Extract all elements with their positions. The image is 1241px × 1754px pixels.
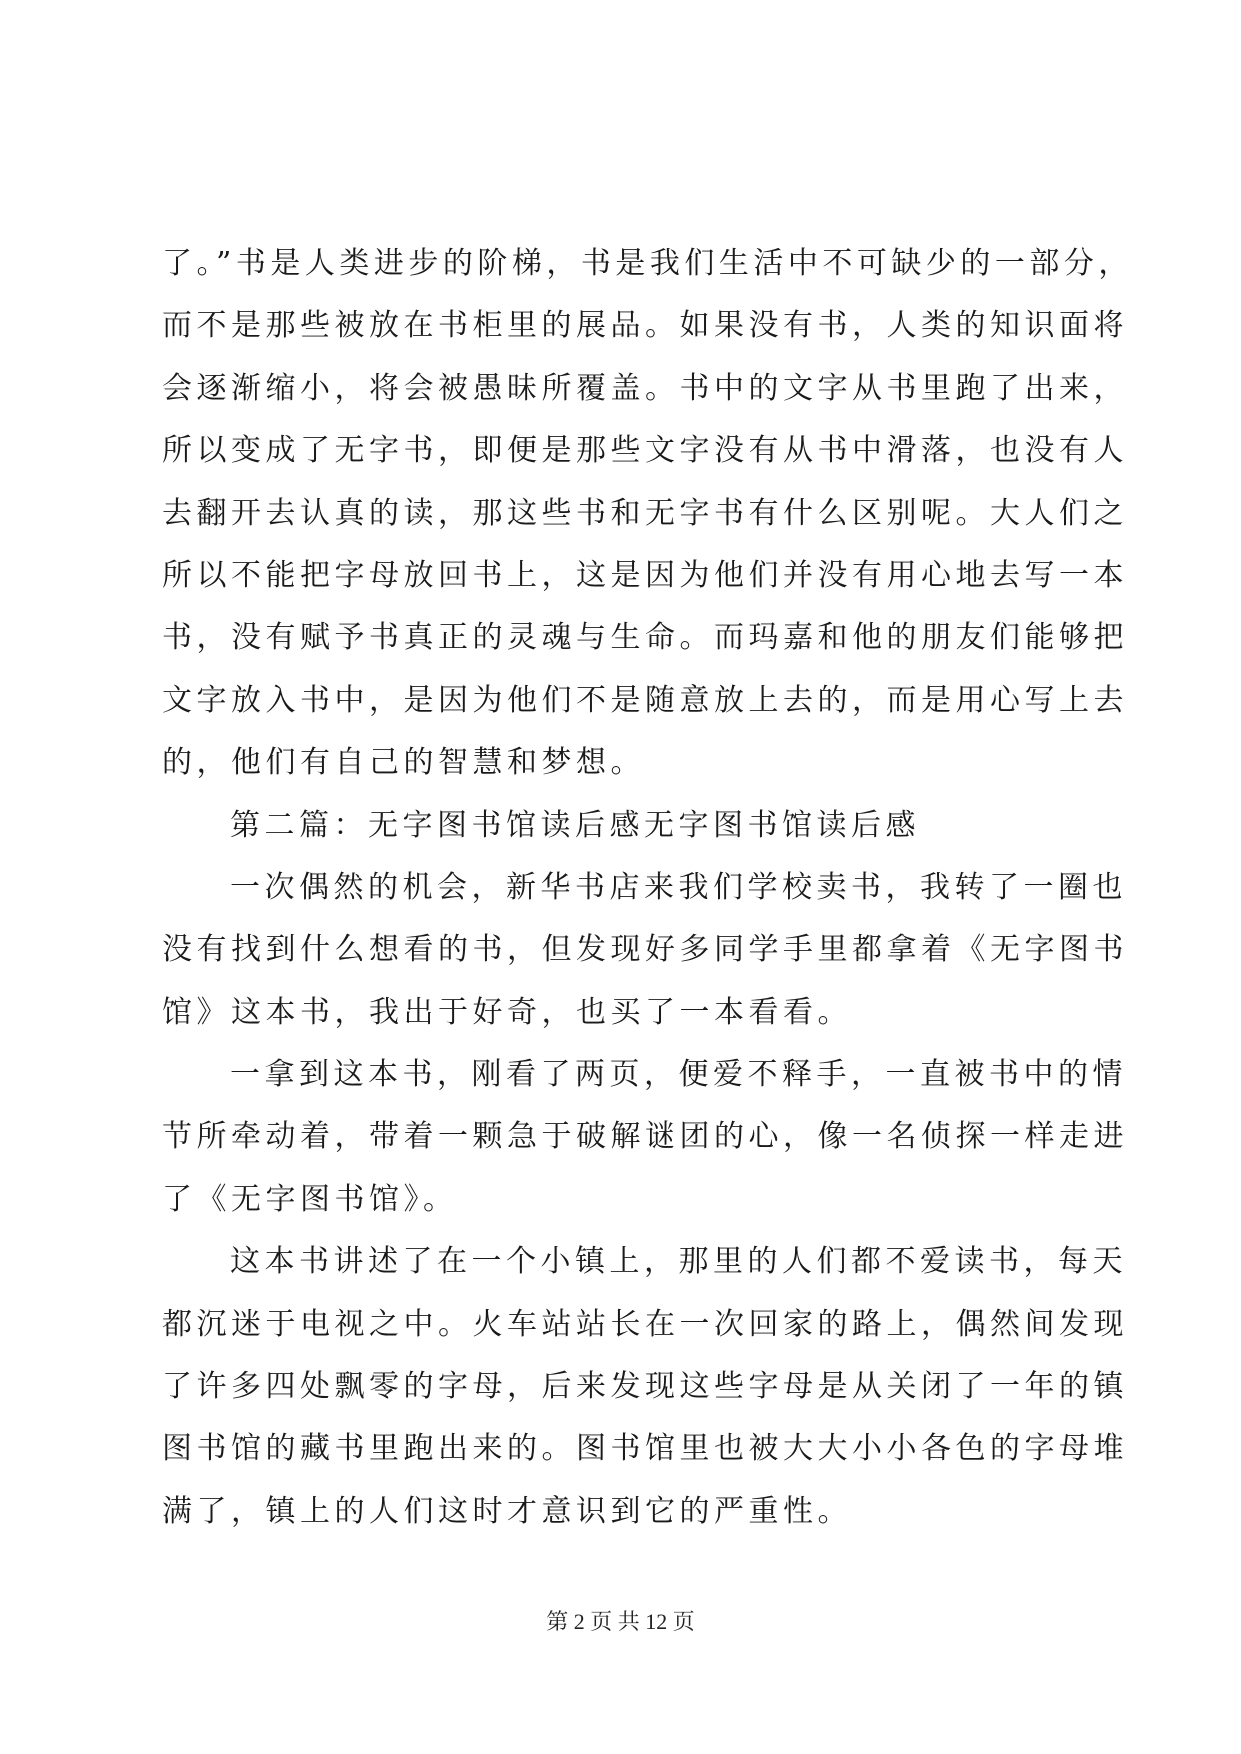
body-line: 书，没有赋予书真正的灵魂与生命。而玛嘉和他的朋友们能够把 bbox=[162, 620, 1128, 656]
paragraph-start-line: 一次偶然的机会，新华书店来我们学校卖书，我转了一圈也 bbox=[230, 869, 1127, 905]
body-line: 会逐渐缩小，将会被愚昧所覆盖。书中的文字从书里跑了出来， bbox=[162, 370, 1128, 406]
body-line: 馆》这本书，我出于好奇，也买了一本看看。 bbox=[162, 994, 852, 1030]
body-line: 了《无字图书馆》。 bbox=[162, 1181, 458, 1217]
body-line: 都沉迷于电视之中。火车站站长在一次回家的路上，偶然间发现 bbox=[162, 1306, 1128, 1342]
paragraph-start-line: 一拿到这本书，刚看了两页，便爱不释手，一直被书中的情 bbox=[230, 1057, 1127, 1093]
body-line: 了。”书是人类进步的阶梯，书是我们生活中不可缺少的一部分， bbox=[162, 246, 1133, 281]
body-line: 了许多四处飘零的字母，后来发现这些字母是从关闭了一年的镇 bbox=[162, 1369, 1128, 1405]
body-line: 图书馆的藏书里跑出来的。图书馆里也被大大小小各色的字母堆 bbox=[162, 1431, 1128, 1467]
section-heading: 第二篇：无字图书馆读后感无字图书馆读后感 bbox=[230, 807, 920, 843]
body-line: 文字放入书中，是因为他们不是随意放上去的，而是用心写上去 bbox=[162, 682, 1128, 718]
body-line: 的，他们有自己的智慧和梦想。 bbox=[162, 745, 645, 781]
body-line: 节所牵动着，带着一颗急于破解谜团的心，像一名侦探一样走进 bbox=[162, 1119, 1128, 1155]
body-line: 去翻开去认真的读，那这些书和无字书有什么区别呢。大人们之 bbox=[162, 495, 1128, 531]
document-body bbox=[162, 233, 1133, 1543]
body-line: 而不是那些被放在书柜里的展品。如果没有书，人类的知识面将 bbox=[162, 308, 1128, 344]
page-number-footer: 第 2 页 共 12 页 bbox=[546, 1609, 695, 1634]
paragraph-start-line: 这本书讲述了在一个小镇上，那里的人们都不爱读书，每天 bbox=[230, 1244, 1127, 1280]
body-line: 所以不能把字母放回书上，这是因为他们并没有用心地去写一本 bbox=[162, 557, 1128, 593]
body-line: 没有找到什么想看的书，但发现好多同学手里都拿着《无字图书 bbox=[162, 932, 1128, 968]
body-line: 满了，镇上的人们这时才意识到它的严重性。 bbox=[162, 1493, 852, 1529]
body-line: 所以变成了无字书，即便是那些文字没有从书中滑落，也没有人 bbox=[162, 433, 1128, 469]
